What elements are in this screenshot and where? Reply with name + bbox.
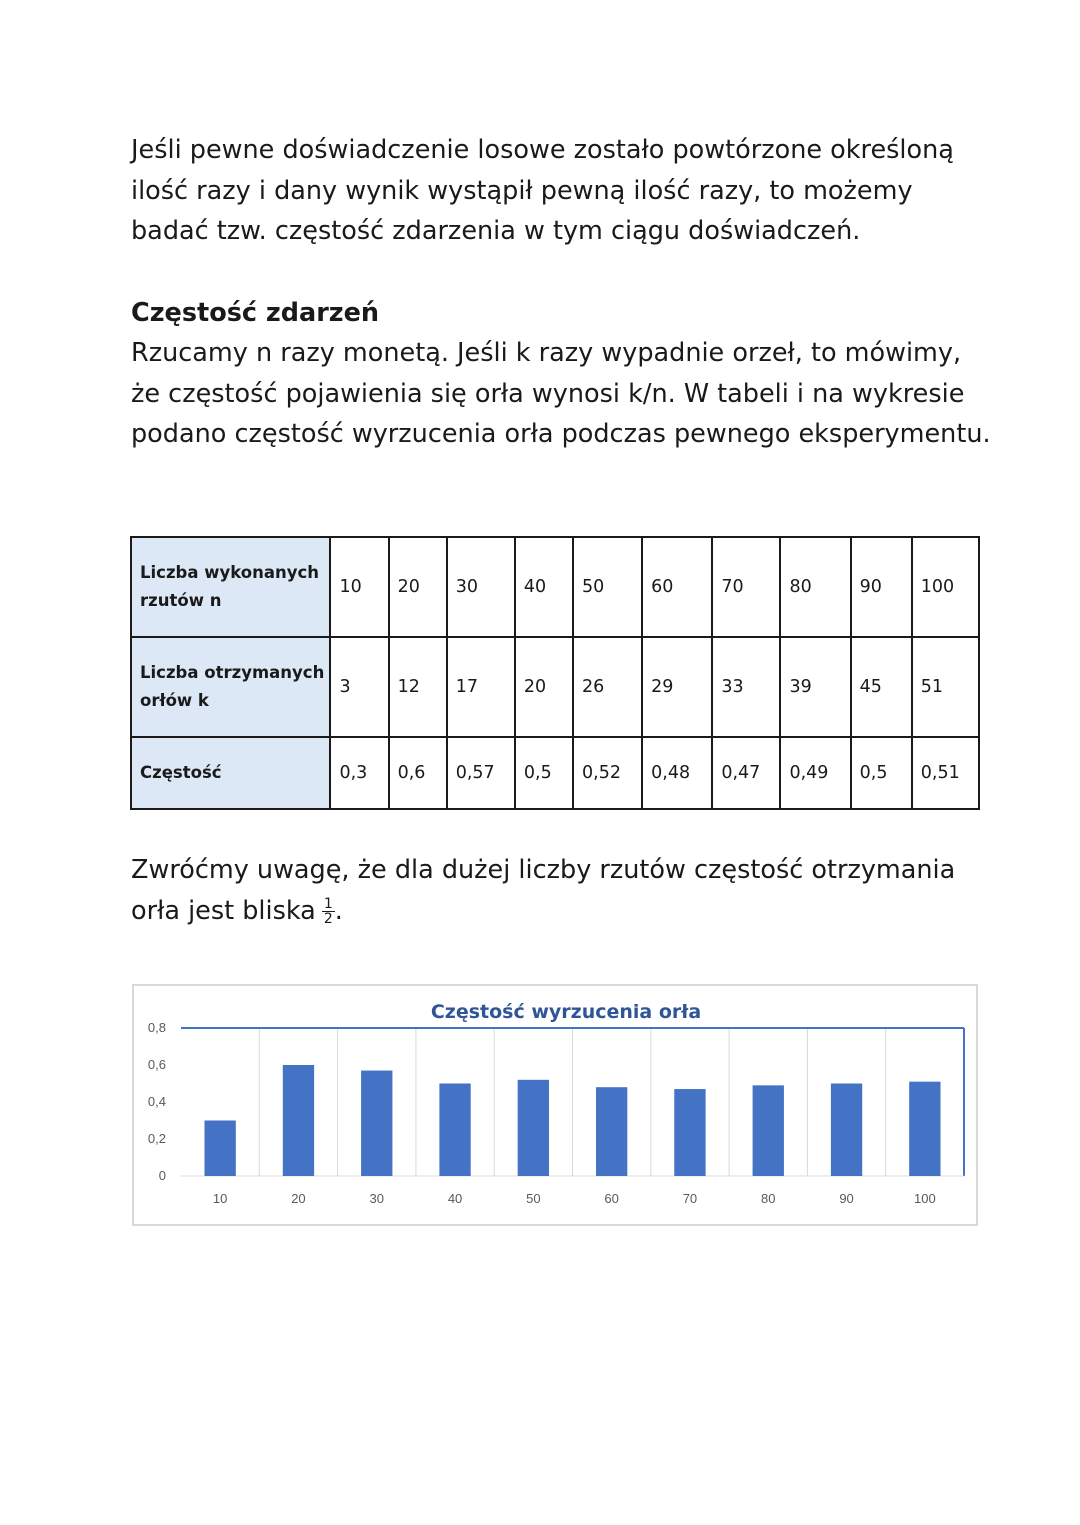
table-cell: 0,48	[642, 737, 712, 809]
table-cell: 0,6	[389, 737, 447, 809]
x-tick-label: 10	[212, 1191, 228, 1206]
table-cell: 29	[642, 637, 712, 737]
table-cell: 0,3	[330, 737, 388, 809]
section-heading: Częstość zdarzeń	[131, 298, 380, 328]
y-tick-label: 0,4	[147, 1094, 166, 1109]
table-cell: 40	[515, 537, 573, 637]
table-cell: 3	[330, 637, 388, 737]
chart-bar	[596, 1087, 627, 1176]
table-cell: 0,5	[851, 737, 912, 809]
table-cell: 10	[330, 537, 388, 637]
body-paragraph: Rzucamy n razy monetą. Jeśli k razy wypadnie orzeł, to mówimy, że częstość pojawienia się orła wynosi k/n. W tabeli i na wykresie podano częstość wyrzucenia orła podczas pewnego eksperymentu.	[131, 338, 991, 449]
table-cell: 0,52	[573, 737, 642, 809]
note-text: Zwróćmy uwagę, że dla dużej liczby rzutów częstość otrzymania orła jest bliska	[131, 855, 956, 926]
frequency-table	[130, 536, 980, 810]
chart-bar	[518, 1080, 549, 1176]
chart-bar	[361, 1071, 392, 1176]
table-cell: 90	[851, 537, 912, 637]
table-cell: 51	[912, 637, 979, 737]
chart-bar	[831, 1084, 862, 1177]
table-cell: 17	[447, 637, 515, 737]
x-tick-label: 80	[761, 1191, 776, 1206]
x-tick-label: 50	[526, 1191, 541, 1206]
table-cell: 80	[780, 537, 850, 637]
chart-bar	[674, 1089, 705, 1176]
table-cell: 12	[389, 637, 447, 737]
y-tick-label: 0,2	[147, 1131, 166, 1146]
note-paragraph	[131, 850, 991, 931]
row-header: Liczba otrzymanych orłów k	[131, 637, 330, 737]
table-cell: 0,57	[447, 737, 515, 809]
y-tick-label: 0	[158, 1168, 166, 1183]
table-cell: 45	[851, 637, 912, 737]
table-cell: 39	[780, 637, 850, 737]
table-cell: 50	[573, 537, 642, 637]
table-cell: 20	[389, 537, 447, 637]
chart-bar	[439, 1084, 470, 1177]
note-end: .	[334, 895, 343, 926]
chart-svg	[134, 986, 976, 1224]
fraction-denominator: 2	[323, 911, 333, 927]
x-tick-label: 40	[447, 1191, 463, 1206]
x-tick-label: 70	[682, 1191, 698, 1206]
table-cell: 70	[712, 537, 780, 637]
row-header: Częstość	[131, 737, 330, 809]
x-tick-label: 30	[369, 1191, 384, 1206]
x-tick-label: 60	[604, 1191, 619, 1206]
table-row	[131, 537, 979, 637]
y-tick-label: 0,8	[147, 1020, 166, 1035]
fraction-numerator: 1	[323, 896, 333, 912]
table-cell: 30	[447, 537, 515, 637]
table-row	[131, 637, 979, 737]
frequency-chart	[132, 984, 978, 1226]
chart-bar	[909, 1082, 940, 1176]
x-tick-label: 20	[291, 1191, 306, 1206]
table-cell: 100	[912, 537, 979, 637]
table-cell: 0,51	[912, 737, 979, 809]
table-cell: 0,49	[780, 737, 850, 809]
row-header: Liczba wykonanych rzutów n	[131, 537, 330, 637]
table-cell: 20	[515, 637, 573, 737]
intro-paragraph: Jeśli pewne doświadczenie losowe zostało powtórzone określoną ilość razy i dany wynik wystąpił pewną ilość razy, to możemy badać tzw. częstość zdarzenia w tym ciągu doświadczeń.	[131, 135, 954, 246]
chart-bar	[283, 1065, 314, 1176]
table-cell: 60	[642, 537, 712, 637]
table-cell: 26	[573, 637, 642, 737]
y-tick-label: 0,6	[147, 1057, 166, 1072]
chart-bar	[204, 1121, 235, 1177]
chart-title: Częstość wyrzucenia orła	[430, 1001, 702, 1023]
x-tick-label: 90	[839, 1191, 854, 1206]
table-cell: 0,47	[712, 737, 780, 809]
table-row	[131, 737, 979, 809]
chart-bar	[753, 1085, 784, 1176]
table-cell: 0,5	[515, 737, 573, 809]
table-cell: 33	[712, 637, 780, 737]
fraction-one-half	[322, 897, 335, 926]
x-tick-label: 100	[913, 1191, 936, 1206]
